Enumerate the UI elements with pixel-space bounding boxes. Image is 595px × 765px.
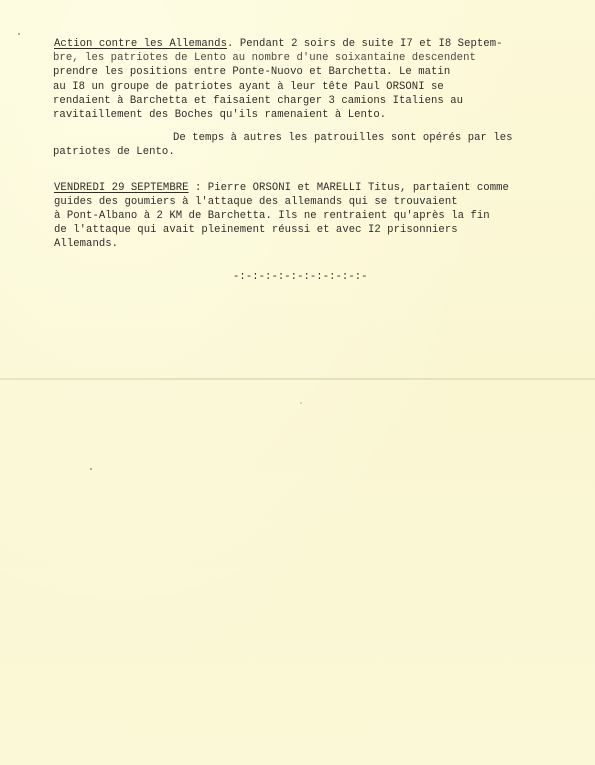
paragraph-2-line-1: De temps à autres les patrouilles sont opérés par les: [173, 132, 513, 144]
paragraph-3-line-2: guides des goumiers à l'attaque des allemands qui se trouvaient: [54, 196, 458, 208]
paragraph-1-line-1: [54, 37, 503, 51]
paragraph-2-line-2: patriotes de Lento.: [53, 146, 175, 158]
paragraph-1-line-3: prendre les positions entre Ponte-Nuovo et Barchetta. Le matin: [53, 66, 451, 78]
paragraph-3-line-4: de l'attaque qui avait pleinement réussi et avec I2 prisonniers: [54, 224, 458, 236]
paragraph-3-line-3: à Pont-Albano à 2 KM de Barchetta. Ils ne rentraient qu'après la fin: [54, 210, 490, 222]
paragraph-1-line-1-rest: . Pendant 2 soirs de suite I7 et I8 Septem-: [227, 38, 503, 50]
paragraph-1-line-6: ravitaillement des Boches qu'ils ramenaient à Lento.: [53, 109, 387, 121]
paragraph-1-line-2: bre, les patriotes de Lento au nombre d'une soixantaine descendent: [53, 52, 476, 64]
paragraph-3-line-5: Allemands.: [54, 238, 119, 250]
paragraph-3-heading: VENDREDI 29 SEPTEMBRE: [54, 182, 189, 194]
paragraph-1-line-4: au I8 un groupe de patriotes ayant à leur tête Paul ORSONI se: [53, 81, 444, 93]
paragraph-1-line-5: rendaient à Barchetta et faisaient charger 3 camions Italiens au: [53, 95, 464, 107]
paragraph-1-heading: Action contre les Allemands: [54, 38, 227, 50]
paragraph-3-line-1: [54, 181, 509, 195]
paper-fold-line: [0, 378, 595, 380]
paragraph-3-line-1-rest: : Pierre ORSONI et MARELLI Titus, partaient comme: [188, 182, 509, 194]
section-separator: -:-:-:-:-:-:-:-:-:-:-: [233, 271, 368, 283]
